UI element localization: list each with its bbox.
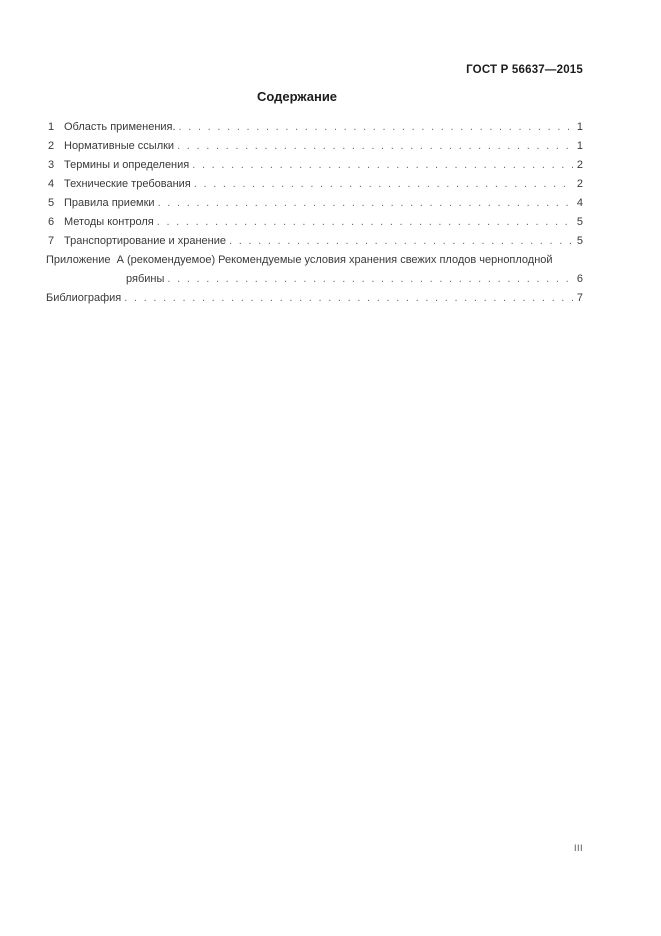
toc-entry: [46, 213, 583, 232]
toc-entry-number: 2: [48, 140, 55, 152]
toc-entry: [46, 232, 583, 251]
dot-leader: [121, 289, 573, 308]
dot-leader: [176, 118, 573, 137]
toc-entry-page: 1: [576, 121, 583, 133]
toc-entry-number: 4: [48, 178, 55, 190]
toc-entry: [46, 137, 583, 156]
toc-entry-number: 3: [48, 159, 55, 171]
toc-entry-page: 2: [576, 159, 583, 171]
toc-appendix-label: Приложение А (рекомендуемое) Рекомендуемые условия хранения свежих плодов черноплодной: [46, 254, 553, 266]
toc-appendix-continuation-label: рябины: [126, 273, 165, 285]
document-code-header: ГОСТ Р 56637—2015: [466, 64, 583, 76]
dot-leader: [226, 232, 573, 251]
toc-entry: [46, 118, 583, 137]
toc-entry-page: 1: [576, 140, 583, 152]
toc-entry: [46, 156, 583, 175]
dot-leader: [191, 175, 573, 194]
toc-entry-label: Технические требования: [64, 178, 191, 190]
toc-entry-page: 5: [576, 216, 583, 228]
toc-entry-label: Правила приемки: [64, 197, 155, 209]
folio-page-number: III: [573, 843, 583, 853]
dot-leader: [164, 270, 572, 289]
toc-entry-number: 5: [48, 197, 55, 209]
toc-entry-page: 5: [576, 235, 583, 247]
toc-appendix-continuation: [46, 270, 583, 289]
dot-leader: [155, 194, 573, 213]
toc-bibliography-label: Библиография: [46, 292, 122, 304]
dot-leader: [154, 213, 573, 232]
toc-entry-label: Методы контроля: [64, 216, 154, 228]
toc-entry: [46, 194, 583, 213]
toc-entry-label: Транспортирование и хранение: [64, 235, 226, 247]
toc-entry-number: 6: [48, 216, 55, 228]
toc-entry-number: 7: [48, 235, 55, 247]
toc-bibliography-entry: [46, 289, 583, 308]
toc-entry-label: Термины и определения: [64, 159, 190, 171]
page-title: Содержание: [256, 89, 338, 104]
table-of-contents: [46, 118, 583, 308]
toc-entry: [46, 175, 583, 194]
dot-leader: [174, 137, 573, 156]
dot-leader: [189, 156, 573, 175]
toc-appendix-page: 6: [576, 273, 583, 285]
toc-entry-number: 1: [48, 121, 55, 133]
toc-entry-label: Область применения.: [64, 121, 176, 133]
toc-bibliography-page: 7: [576, 292, 583, 304]
toc-appendix-entry: [46, 251, 583, 270]
toc-entry-page: 4: [576, 197, 583, 209]
toc-entry-page: 2: [576, 178, 583, 190]
toc-entry-label: Нормативные ссылки: [64, 140, 175, 152]
